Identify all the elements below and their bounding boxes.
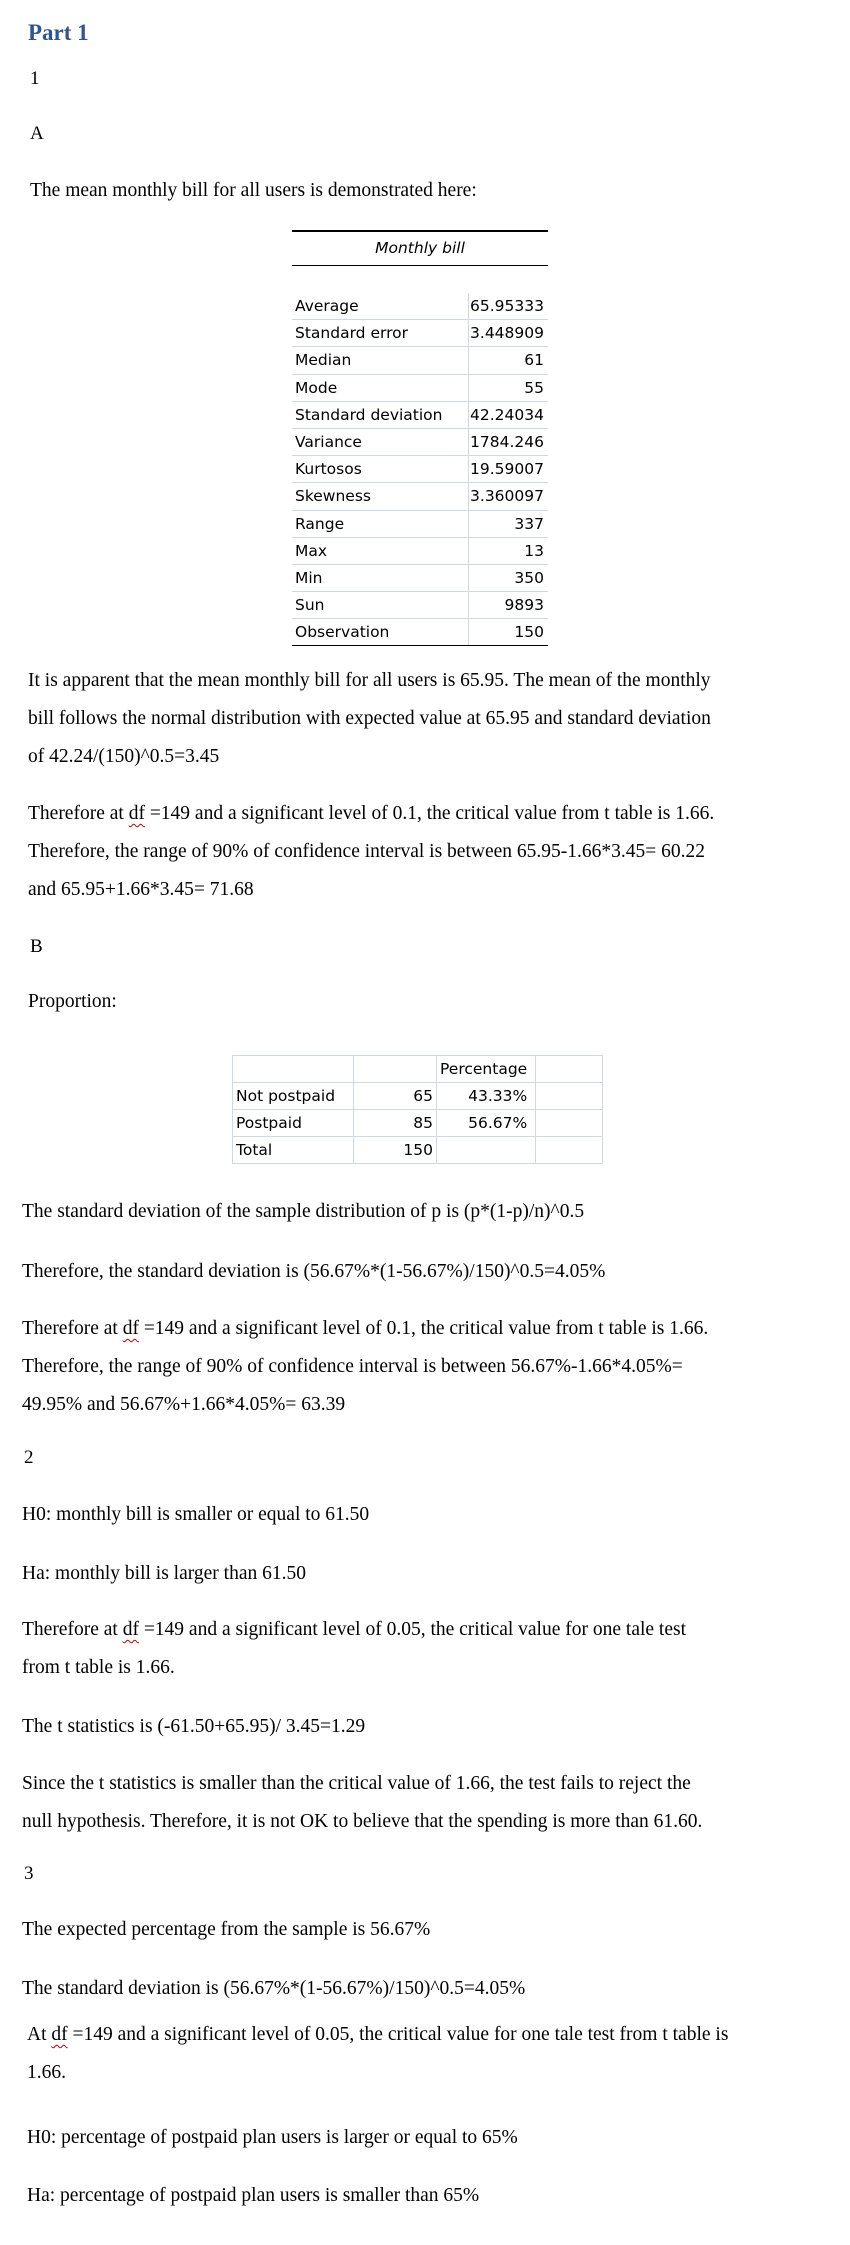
percentage-cell: 43.33% xyxy=(437,1083,536,1110)
page-heading: Part 1 xyxy=(28,20,89,45)
category-label: Total xyxy=(233,1137,354,1164)
stats-row xyxy=(292,320,548,347)
stats-row xyxy=(292,619,548,646)
proportion-label: Proportion: xyxy=(28,991,117,1012)
stat-value: 3.360097 xyxy=(470,487,544,506)
paragraph-3b: The standard deviation is (56.67%*(1-56.67%)/150)^0.5=4.05% xyxy=(22,1978,526,1999)
paragraph-b2: Therefore, the standard deviation is (56.67%*(1-56.67%)/150)^0.5=4.05% xyxy=(22,1261,606,1282)
stats-row xyxy=(292,565,548,592)
stat-label: Skewness xyxy=(292,483,469,509)
table-row xyxy=(233,1056,603,1083)
stat-label: Standard deviation xyxy=(292,402,469,428)
section-a-label: A xyxy=(30,123,44,144)
stat-value: 19.59007 xyxy=(470,460,544,479)
paragraph-line: from t table is 1.66. xyxy=(22,1657,175,1679)
stat-label: Mode xyxy=(292,375,469,401)
question-number-1: 1 xyxy=(30,68,40,89)
stat-label: Kurtosos xyxy=(292,456,469,482)
stat-value: 150 xyxy=(514,623,544,642)
stat-label: Average xyxy=(292,293,469,319)
paragraph-line: At df =149 and a significant level of 0.05, the critical value for one tale test from t table is xyxy=(27,2024,729,2045)
stats-table-header: Monthly bill xyxy=(292,230,548,266)
stats-row xyxy=(292,483,548,510)
stat-label: Range xyxy=(292,511,469,537)
question-number-2: 2 xyxy=(24,1447,34,1468)
stat-value: 42.24034 xyxy=(470,405,544,424)
stat-value: 350 xyxy=(514,568,544,587)
stat-label: Sun xyxy=(292,592,469,618)
stat-value: 3.448909 xyxy=(470,324,544,343)
stat-label: Variance xyxy=(292,429,469,455)
stat-value: 55 xyxy=(524,378,544,397)
stats-row xyxy=(292,402,548,429)
paragraph-a2 xyxy=(28,795,714,909)
paragraph-line: Therefore at df =149 and a significant level of 0.1, the critical value from t table is 1.66. xyxy=(22,1318,709,1339)
stat-label: Median xyxy=(292,347,469,373)
paragraph-line: 1.66. xyxy=(27,2062,66,2084)
percentage-header: Percentage xyxy=(437,1056,536,1083)
summary-statistics-table xyxy=(292,230,548,646)
paragraph-2c xyxy=(22,1765,702,1841)
stats-row xyxy=(292,456,548,483)
paragraph-b3 xyxy=(22,1310,708,1424)
intro-a: The mean monthly bill for all users is demonstrated here: xyxy=(30,180,477,201)
stats-row xyxy=(292,538,548,565)
paragraph-3a: The expected percentage from the sample is 56.67% xyxy=(22,1919,431,1940)
paragraph-3c xyxy=(27,2016,728,2092)
paragraph-a1 xyxy=(28,662,711,776)
stat-value: 9893 xyxy=(504,596,544,615)
paragraph-b1: The standard deviation of the sample distribution of p is (p*(1-p)/n)^0.5 xyxy=(22,1201,585,1222)
paragraph-line: 49.95% and 56.67%+1.66*4.05%= 63.39 xyxy=(22,1394,346,1416)
null-hypothesis-2: H0: monthly bill is smaller or equal to 61.50 xyxy=(22,1504,370,1525)
proportion-table xyxy=(232,1055,603,1164)
section-b-label: B xyxy=(30,936,43,957)
stat-label: Observation xyxy=(292,619,469,645)
alt-hypothesis-2: Ha: monthly bill is larger than 61.50 xyxy=(22,1563,306,1584)
stat-label: Standard error xyxy=(292,320,469,346)
stat-label: Max xyxy=(292,538,469,564)
stats-row xyxy=(292,511,548,538)
paragraph-2a xyxy=(22,1611,686,1687)
stat-value: 61 xyxy=(524,351,544,370)
percentage-cell: 56.67% xyxy=(437,1110,536,1137)
stats-row xyxy=(292,347,548,374)
paragraph-line: Therefore, the range of 90% of confidence interval is between 65.95-1.66*3.45= 60.22 xyxy=(28,841,706,863)
paragraph-line: Therefore at df =149 and a significant level of 0.05, the critical value for one tale test xyxy=(22,1619,686,1640)
paragraph-line: and 65.95+1.66*3.45= 71.68 xyxy=(28,879,254,901)
null-hypothesis-3: H0: percentage of postpaid plan users is larger or equal to 65% xyxy=(27,2127,518,2148)
stat-value: 65.95333 xyxy=(470,297,544,315)
category-label: Postpaid xyxy=(233,1110,354,1137)
stat-value: 337 xyxy=(514,514,544,533)
paragraph-line: Since the t statistics is smaller than the critical value of 1.66, the test fails to reject the xyxy=(22,1773,691,1794)
paragraph-line: null hypothesis. Therefore, it is not OK to believe that the spending is more than 61.60. xyxy=(22,1811,703,1833)
count-cell: 65 xyxy=(354,1083,437,1110)
table-row xyxy=(233,1137,603,1164)
stat-value: 1784.246 xyxy=(470,432,544,451)
count-cell: 150 xyxy=(354,1137,437,1164)
paragraph-line: Therefore at df =149 and a significant level of 0.1, the critical value from t table is 1.66. xyxy=(28,803,715,824)
alt-hypothesis-3: Ha: percentage of postpaid plan users is smaller than 65% xyxy=(27,2185,480,2206)
paragraph-2b: The t statistics is (-61.50+65.95)/ 3.45=1.29 xyxy=(22,1716,366,1737)
percentage-cell xyxy=(437,1137,536,1164)
category-label: Not postpaid xyxy=(233,1083,354,1110)
question-number-3: 3 xyxy=(24,1863,34,1884)
paragraph-line: It is apparent that the mean monthly bill for all users is 65.95. The mean of the monthly xyxy=(28,670,711,691)
paragraph-line: of 42.24/(150)^0.5=3.45 xyxy=(28,746,220,768)
table-row xyxy=(233,1083,603,1110)
stat-value: 13 xyxy=(524,541,544,560)
table-row xyxy=(233,1110,603,1137)
stats-row xyxy=(292,429,548,456)
stats-row xyxy=(292,592,548,619)
stats-row xyxy=(292,375,548,402)
count-cell: 85 xyxy=(354,1110,437,1137)
stats-row xyxy=(292,293,548,320)
paragraph-line: bill follows the normal distribution with expected value at 65.95 and standard deviation xyxy=(28,708,711,730)
stat-label: Min xyxy=(292,565,469,591)
paragraph-line: Therefore, the range of 90% of confidence interval is between 56.67%-1.66*4.05%= xyxy=(22,1356,683,1378)
